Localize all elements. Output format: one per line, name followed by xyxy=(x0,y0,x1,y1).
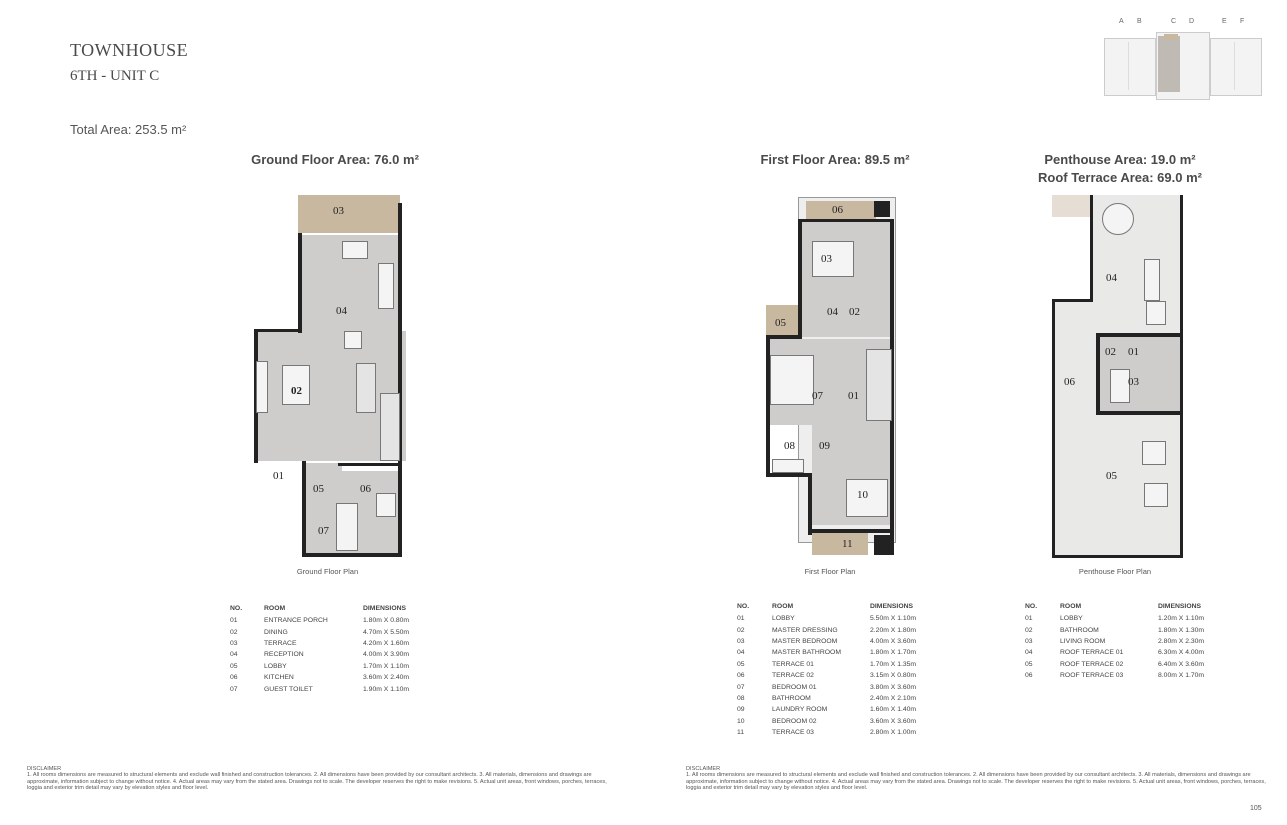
ground-label-01: 01 xyxy=(273,470,284,482)
penthouse-label-02: 02 xyxy=(1105,346,1116,358)
disclaimer-text: 1. All rooms dimensions are measured to structural elements and exclude wall finished and construction tolerances. 2. All dimensions have been provided by our consultant architects. 3. All materials, dimensions and drawings are approximate, information subject to change without notice. 4. Actual areas may vary from the stated area. Drawings not to scale. The developer reserves the right to make revisions. 5. Actual unit areas, front windows, porches, terraces, loggia and exterior trim detail may vary by elevation styles and floor level. xyxy=(27,772,607,792)
schedule-header-no: NO. xyxy=(737,603,750,610)
schedule-row xyxy=(737,704,940,715)
first-room-schedule xyxy=(737,603,940,738)
schedule-row xyxy=(230,638,433,649)
room-number: 03 xyxy=(737,637,745,645)
penthouse-room-schedule xyxy=(1025,603,1228,681)
first-label-05: 05 xyxy=(775,317,786,329)
room-dimensions: 1.80m X 1.30m xyxy=(1158,626,1205,634)
penthouse-label-03: 03 xyxy=(1128,376,1139,388)
room-name: BATHROOM xyxy=(772,694,811,702)
schedule-row xyxy=(737,659,940,670)
room-name: BEDROOM 01 xyxy=(772,683,817,691)
room-number: 03 xyxy=(1025,637,1033,645)
disclaimer-right xyxy=(686,766,1266,792)
key-letter-a: A xyxy=(1119,18,1124,25)
schedule-row xyxy=(230,661,433,672)
disclaimer-text: 1. All rooms dimensions are measured to structural elements and exclude wall finished and construction tolerances. 2. All dimensions have been provided by our consultant architects. 3. All materials, dimensions and drawings are approximate, information subject to change without notice. 4. Actual areas may vary from the stated area. Drawings not to scale. The developer reserves the right to make revisions. 5. Actual unit areas, front windows, porches, terraces, loggia and exterior trim detail may vary by elevation styles and floor level. xyxy=(686,772,1266,792)
ground-label-06: 06 xyxy=(360,483,371,495)
room-name: ROOF TERRACE 01 xyxy=(1060,649,1124,657)
room-dimensions: 2.20m X 1.80m xyxy=(870,626,917,634)
disclaimer-heading: DISCLAIMER xyxy=(686,766,721,772)
room-dimensions: 1.70m X 1.10m xyxy=(363,662,410,670)
schedule-row xyxy=(230,683,433,694)
schedule-row xyxy=(737,636,940,647)
disclaimer-heading: DISCLAIMER xyxy=(27,766,62,772)
room-number: 04 xyxy=(230,651,238,659)
room-number: 11 xyxy=(737,729,745,737)
ground-floor-area: Ground Floor Area: 76.0 m² xyxy=(251,152,419,167)
room-dimensions: 1.90m X 1.10m xyxy=(363,685,410,693)
room-number: 06 xyxy=(1025,672,1033,680)
first-label-10: 10 xyxy=(857,489,868,501)
room-dimensions: 1.20m X 1.10m xyxy=(1158,615,1205,623)
schedule-row xyxy=(737,613,940,624)
schedule-row xyxy=(230,626,433,637)
unit-subtitle: 6TH - UNIT C xyxy=(70,68,160,84)
first-label-01: 01 xyxy=(848,390,859,402)
schedule-header-room: ROOM xyxy=(264,605,286,612)
room-dimensions: 1.80m X 1.70m xyxy=(870,649,917,657)
room-number: 05 xyxy=(737,660,745,668)
total-area: Total Area: 253.5 m² xyxy=(70,122,187,137)
room-number: 04 xyxy=(737,649,745,657)
room-name: LOBBY xyxy=(1060,615,1083,623)
key-plan-drawing xyxy=(1104,32,1262,98)
schedule-row xyxy=(230,615,433,626)
room-dimensions: 4.00m X 3.90m xyxy=(363,651,410,659)
schedule-header-dimensions: DIMENSIONS xyxy=(870,603,914,610)
page-number: 105 xyxy=(1250,805,1262,812)
key-letter-e: E xyxy=(1222,18,1227,25)
schedule-row xyxy=(737,693,940,704)
room-number: 06 xyxy=(230,674,238,682)
room-number: 02 xyxy=(230,628,238,636)
room-dimensions: 3.60m X 3.60m xyxy=(870,717,917,725)
schedule-row xyxy=(737,681,940,692)
room-number: 01 xyxy=(230,617,238,625)
room-name: MASTER DRESSING xyxy=(772,626,838,634)
room-number: 02 xyxy=(1025,626,1033,634)
schedule-header-dimensions: DIMENSIONS xyxy=(363,605,407,612)
key-letter-d: D xyxy=(1189,18,1195,25)
room-dimensions: 2.80m X 2.30m xyxy=(1158,637,1205,645)
room-dimensions: 1.60m X 1.40m xyxy=(870,706,917,714)
first-label-06: 06 xyxy=(832,204,843,216)
first-label-02: 02 xyxy=(849,306,860,318)
schedule-row xyxy=(737,647,940,658)
room-number: 01 xyxy=(737,615,745,623)
first-floor-area: First Floor Area: 89.5 m² xyxy=(760,152,910,167)
room-name: ENTRANCE PORCH xyxy=(264,617,328,625)
penthouse-label-05: 05 xyxy=(1106,470,1117,482)
room-dimensions: 2.40m X 2.10m xyxy=(870,694,917,702)
room-name: RECEPTION xyxy=(264,651,304,659)
room-dimensions: 3.15m X 0.80m xyxy=(870,672,917,680)
schedule-header-dimensions: DIMENSIONS xyxy=(1158,603,1202,610)
room-name: BATHROOM xyxy=(1060,626,1099,634)
room-dimensions: 8.00m X 1.70m xyxy=(1158,672,1205,680)
first-label-04: 04 xyxy=(827,306,838,318)
room-name: LAUNDRY ROOM xyxy=(772,706,828,714)
schedule-header-room: ROOM xyxy=(1060,603,1082,610)
penthouse-floor-plan xyxy=(1050,193,1185,561)
key-plan xyxy=(1104,18,1262,100)
room-dimensions: 5.50m X 1.10m xyxy=(870,615,917,623)
penthouse-label-06: 06 xyxy=(1064,376,1075,388)
room-dimensions: 4.70m X 5.50m xyxy=(363,628,410,636)
room-dimensions: 6.40m X 3.60m xyxy=(1158,660,1205,668)
room-name: LOBBY xyxy=(772,615,795,623)
roof-terrace-area: Roof Terrace Area: 69.0 m² xyxy=(1037,170,1202,185)
room-dimensions: 1.70m X 1.35m xyxy=(870,660,917,668)
room-number: 05 xyxy=(1025,660,1033,668)
ground-floor-plan xyxy=(250,193,410,561)
schedule-row xyxy=(1025,647,1228,658)
key-letter-b: B xyxy=(1137,18,1142,25)
ground-floor-caption: Ground Floor Plan xyxy=(296,567,359,576)
room-name: TERRACE 03 xyxy=(772,729,814,737)
room-name: ROOF TERRACE 03 xyxy=(1060,672,1124,680)
room-dimensions: 2.80m X 1.00m xyxy=(870,729,917,737)
room-number: 10 xyxy=(737,717,745,725)
room-name: MASTER BEDROOM xyxy=(772,637,838,645)
schedule-row xyxy=(1025,659,1228,670)
room-number: 03 xyxy=(230,639,238,647)
room-name: MASTER BATHROOM xyxy=(772,649,841,657)
room-dimensions: 3.60m X 2.40m xyxy=(363,674,410,682)
room-dimensions: 6.30m X 4.00m xyxy=(1158,649,1205,657)
penthouse-floor-caption: Penthouse Floor Plan xyxy=(1078,567,1152,576)
schedule-row xyxy=(230,649,433,660)
room-number: 07 xyxy=(737,683,745,691)
room-dimensions: 1.80m X 0.80m xyxy=(363,617,410,625)
room-number: 01 xyxy=(1025,615,1033,623)
room-name: GUEST TOILET xyxy=(264,685,313,693)
first-label-07: 07 xyxy=(812,390,823,402)
ground-label-07: 07 xyxy=(318,525,329,537)
key-letter-f: F xyxy=(1240,18,1245,25)
first-floor-caption: First Floor Plan xyxy=(804,567,856,576)
first-label-03: 03 xyxy=(821,253,832,265)
room-number: 08 xyxy=(737,694,745,702)
ground-label-02: 02 xyxy=(291,385,302,397)
first-floor-plan xyxy=(762,193,897,561)
ground-label-03: 03 xyxy=(333,205,344,217)
penthouse-label-01: 01 xyxy=(1128,346,1139,358)
schedule-row xyxy=(230,672,433,683)
highlighted-unit xyxy=(1158,36,1180,92)
room-number: 07 xyxy=(230,685,238,693)
schedule-row xyxy=(737,716,940,727)
schedule-row xyxy=(737,670,940,681)
room-number: 02 xyxy=(737,626,745,634)
schedule-row xyxy=(1025,636,1228,647)
schedule-row xyxy=(1025,670,1228,681)
ground-label-04: 04 xyxy=(336,305,347,317)
room-name: LIVING ROOM xyxy=(1060,637,1106,645)
ground-room-schedule xyxy=(230,605,433,695)
penthouse-area: Penthouse Area: 19.0 m² xyxy=(1044,152,1196,167)
key-letter-c: C xyxy=(1171,18,1177,25)
room-number: 05 xyxy=(230,662,238,670)
first-label-11: 11 xyxy=(842,538,853,550)
room-name: BEDROOM 02 xyxy=(772,717,817,725)
schedule-header-no: NO. xyxy=(1025,603,1038,610)
first-label-08: 08 xyxy=(784,440,795,452)
room-number: 04 xyxy=(1025,649,1033,657)
room-name: ROOF TERRACE 02 xyxy=(1060,660,1124,668)
schedule-row xyxy=(737,727,940,738)
schedule-row xyxy=(1025,613,1228,624)
room-name: TERRACE 01 xyxy=(772,660,814,668)
page-title: TOWNHOUSE xyxy=(70,40,189,60)
room-number: 09 xyxy=(737,706,745,714)
ground-label-05: 05 xyxy=(313,483,324,495)
room-dimensions: 4.20m X 1.60m xyxy=(363,639,410,647)
disclaimer-left xyxy=(27,766,607,792)
schedule-header-no: NO. xyxy=(230,605,243,612)
first-label-09: 09 xyxy=(819,440,830,452)
room-dimensions: 4.00m X 3.60m xyxy=(870,637,917,645)
room-name: TERRACE 02 xyxy=(772,672,814,680)
room-number: 06 xyxy=(737,672,745,680)
schedule-header-room: ROOM xyxy=(772,603,794,610)
room-name: KITCHEN xyxy=(264,674,294,682)
schedule-row xyxy=(737,624,940,635)
room-name: TERRACE xyxy=(264,639,297,647)
room-dimensions: 3.80m X 3.60m xyxy=(870,683,917,691)
penthouse-label-04: 04 xyxy=(1106,272,1117,284)
room-name: LOBBY xyxy=(264,662,287,670)
schedule-row xyxy=(1025,624,1228,635)
room-name: DINING xyxy=(264,628,288,636)
